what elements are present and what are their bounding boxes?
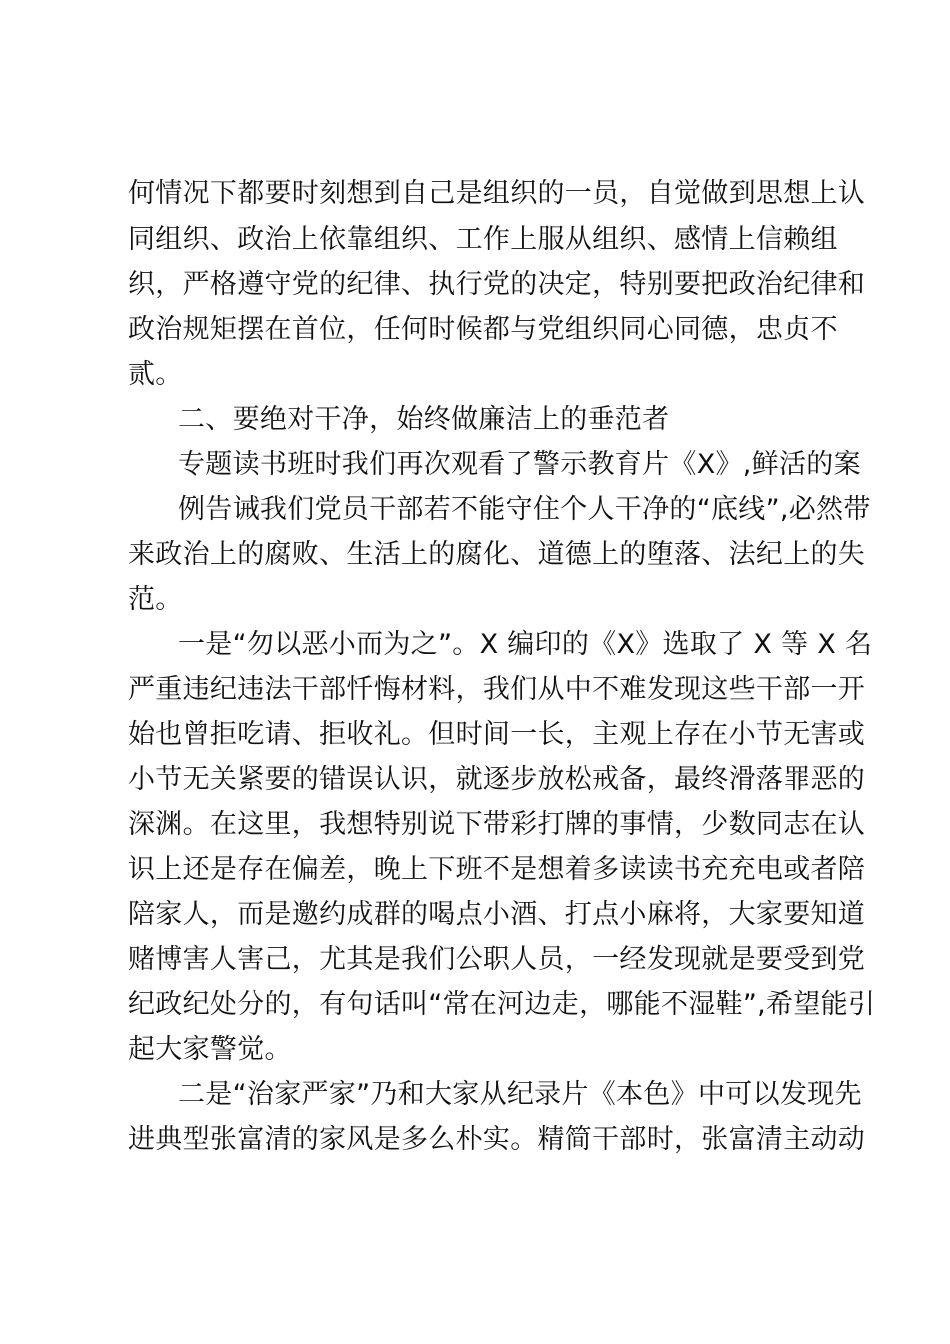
text-line: 政治规矩摆在首位，任何时候都与党组织同心同德，忠贞不 xyxy=(128,314,838,345)
text-line: 识上还是存在偏差，晚上下班不是想着多读读书充充电或者陪 xyxy=(128,854,866,885)
text-line: 赌博害人害己，尤其是我们公职人员，一经发现就是要受到党 xyxy=(128,944,866,975)
text-line: 织，严格遵守党的纪律、执行党的决定，特别要把政治纪律和 xyxy=(128,269,866,300)
text-line: 一是“勿以恶小而为之”。X 编印的《X》选取了 X 等 X 名 xyxy=(178,629,873,660)
text-line: 深渊。在这里，我想特别说下带彩打牌的事情，少数同志在认 xyxy=(128,809,866,840)
text-line: 范。 xyxy=(128,584,183,615)
text-line: 何情况下都要时刻想到自己是组织的一员，自觉做到思想上认 xyxy=(128,178,866,209)
text-line: 严重违纪违法干部忏悔材料，我们从中不难发现这些干部一开 xyxy=(128,674,866,705)
text-line: 纪政纪处分的，有句话叫“常在河边走，哪能不湿鞋”,希望能引 xyxy=(128,989,876,1020)
section-heading: 二、要绝对干净，始终做廉洁上的垂范者 xyxy=(178,404,670,435)
text-line: 来政治上的腐败、生活上的腐化、道德上的堕落、法纪上的失 xyxy=(128,539,866,570)
text-line: 同组织、政治上依靠组织、工作上服从组织、感情上信赖组 xyxy=(128,224,838,255)
text-line: 始也曾拒吃请、拒收礼。但时间一长，主观上存在小节无害或 xyxy=(128,719,866,750)
text-line: 贰。 xyxy=(128,359,183,390)
text-line: 小节无关紧要的错误认识，就逐步放松戒备，最终滑落罪恶的 xyxy=(128,764,866,795)
text-line: 二是“治家严家”乃和大家从纪录片《本色》中可以发现先 xyxy=(178,1079,862,1110)
text-line: 例告诫我们党员干部若不能守住个人干净的“底线”,必然带 xyxy=(178,494,871,525)
text-line: 起大家警觉。 xyxy=(128,1034,292,1065)
text-line: 陪家人，而是邀约成群的喝点小酒、打点小麻将，大家要知道 xyxy=(128,899,866,930)
text-line: 进典型张富清的家风是多么朴实。精简干部时，张富清主动动 xyxy=(128,1124,866,1155)
text-line: 专题读书班时我们再次观看了警示教育片《X》,鲜活的案 xyxy=(178,449,861,480)
